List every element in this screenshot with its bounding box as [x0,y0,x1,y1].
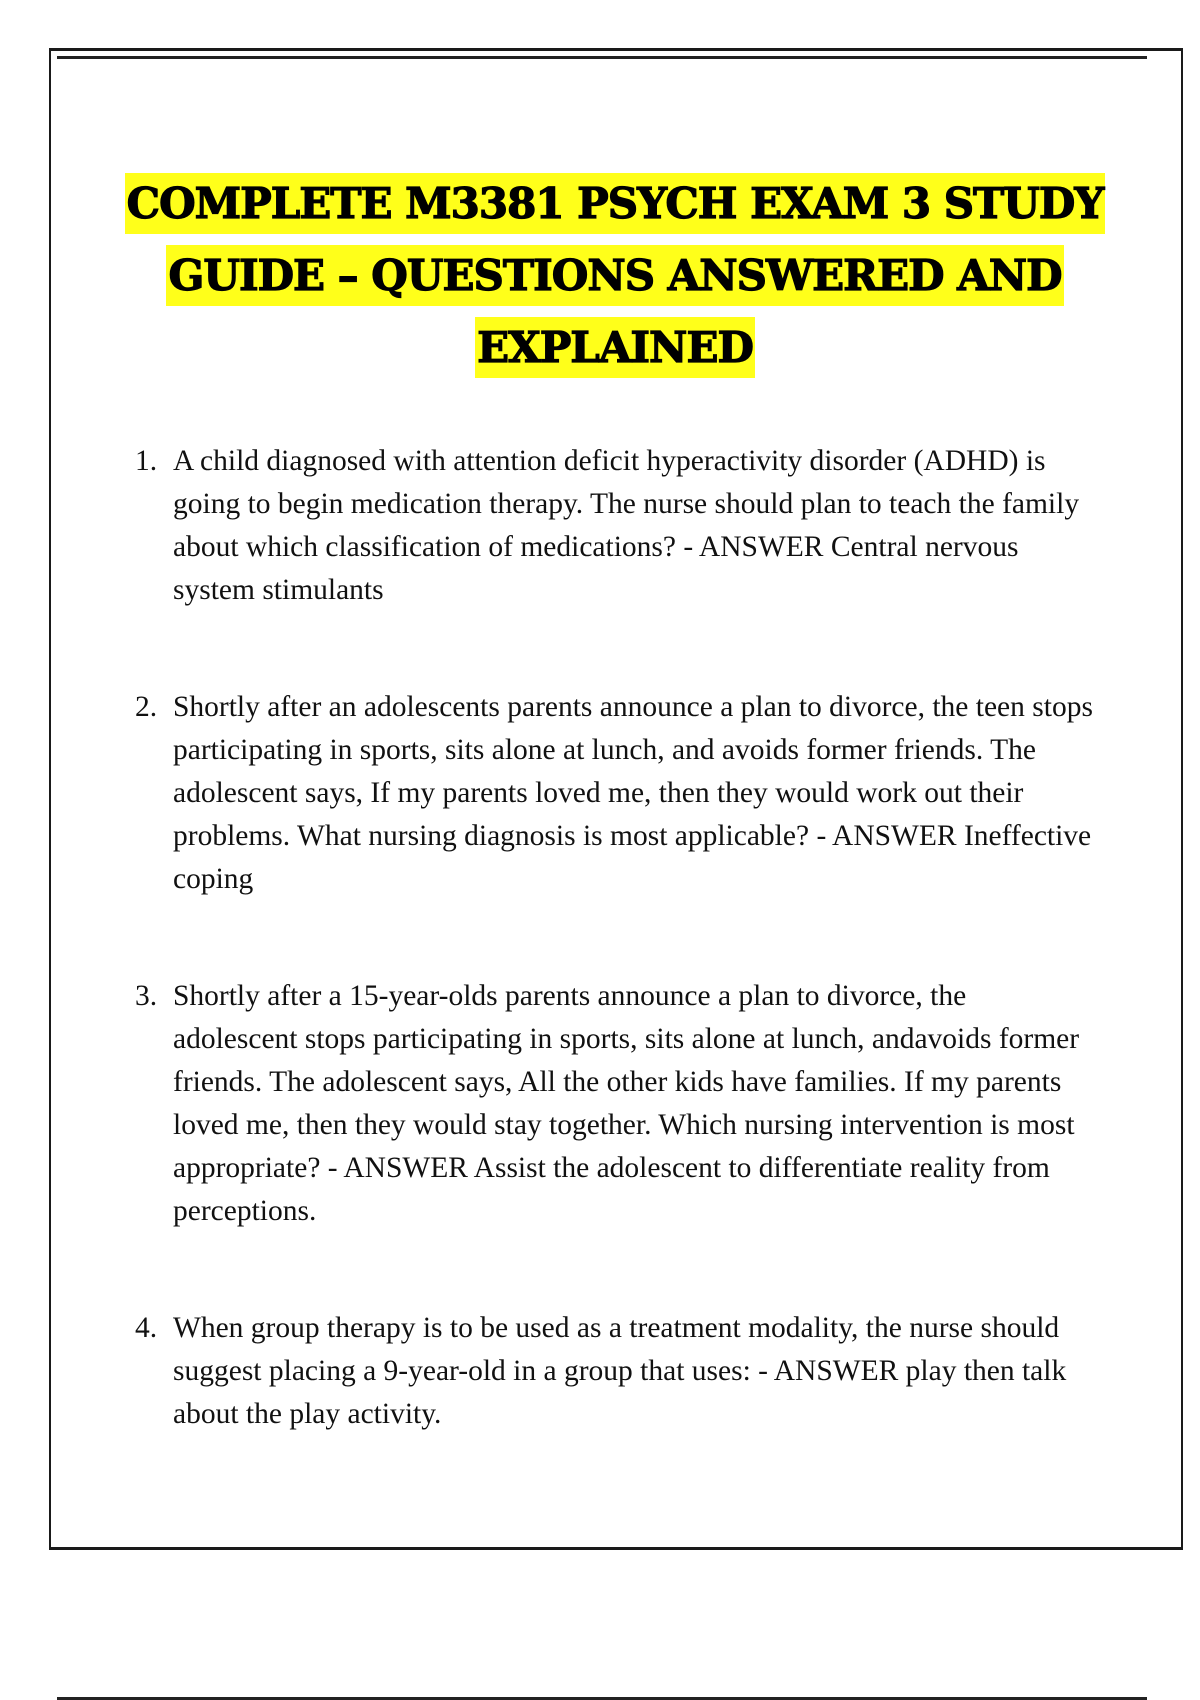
question-number: 2. [135,691,158,723]
question-list [135,440,1095,1510]
question-text: A child diagnosed with attention deficit hyperactivity disorder (ADHD) is going to begin medication therapy. The nurse should plan to teach the family about which classification of medications? - ANSWER Central nervous system stimulants [173,445,1080,606]
question-number: 4. [135,1312,158,1344]
title-line-2: GUIDE – QUESTIONS ANSWERED AND [166,245,1063,306]
question-text: Shortly after an adolescents parents announce a plan to divorce, the teen stops participating in sports, sits alone at lunch, and avoids former friends. The adolescent says, If my parents loved me, then they would work out their problems. What nursing diagnosis is most applicable? - ANSWER Ineffective coping [173,691,1093,895]
question-number: 1. [135,445,158,477]
question-item-1 [135,440,1095,612]
question-item-2 [135,686,1095,901]
title-line-1: COMPLETE M3381 PSYCH EXAM 3 STUDY [125,173,1106,234]
question-text: Shortly after a 15-year-olds parents announce a plan to divorce, the adolescent stops participating in sports, sits alone at lunch, andavoids former friends. The adolescent says, All the other kids have families. If my parents loved me, then they would stay together. Which nursing intervention is most appropriate? - ANSWER Assist the adolescent to differentiate reality from perceptions. [173,980,1080,1227]
question-item-4 [135,1307,1095,1436]
top-rule-divider [57,56,1147,59]
document-title [60,168,1170,384]
question-number: 3. [135,980,158,1012]
title-line-3: EXPLAINED [475,317,755,378]
question-text: When group therapy is to be used as a treatment modality, the nurse should suggest placing a 9-year-old in a group that uses: - ANSWER play then talk about the play activity. [173,1312,1067,1430]
question-item-3 [135,975,1095,1233]
